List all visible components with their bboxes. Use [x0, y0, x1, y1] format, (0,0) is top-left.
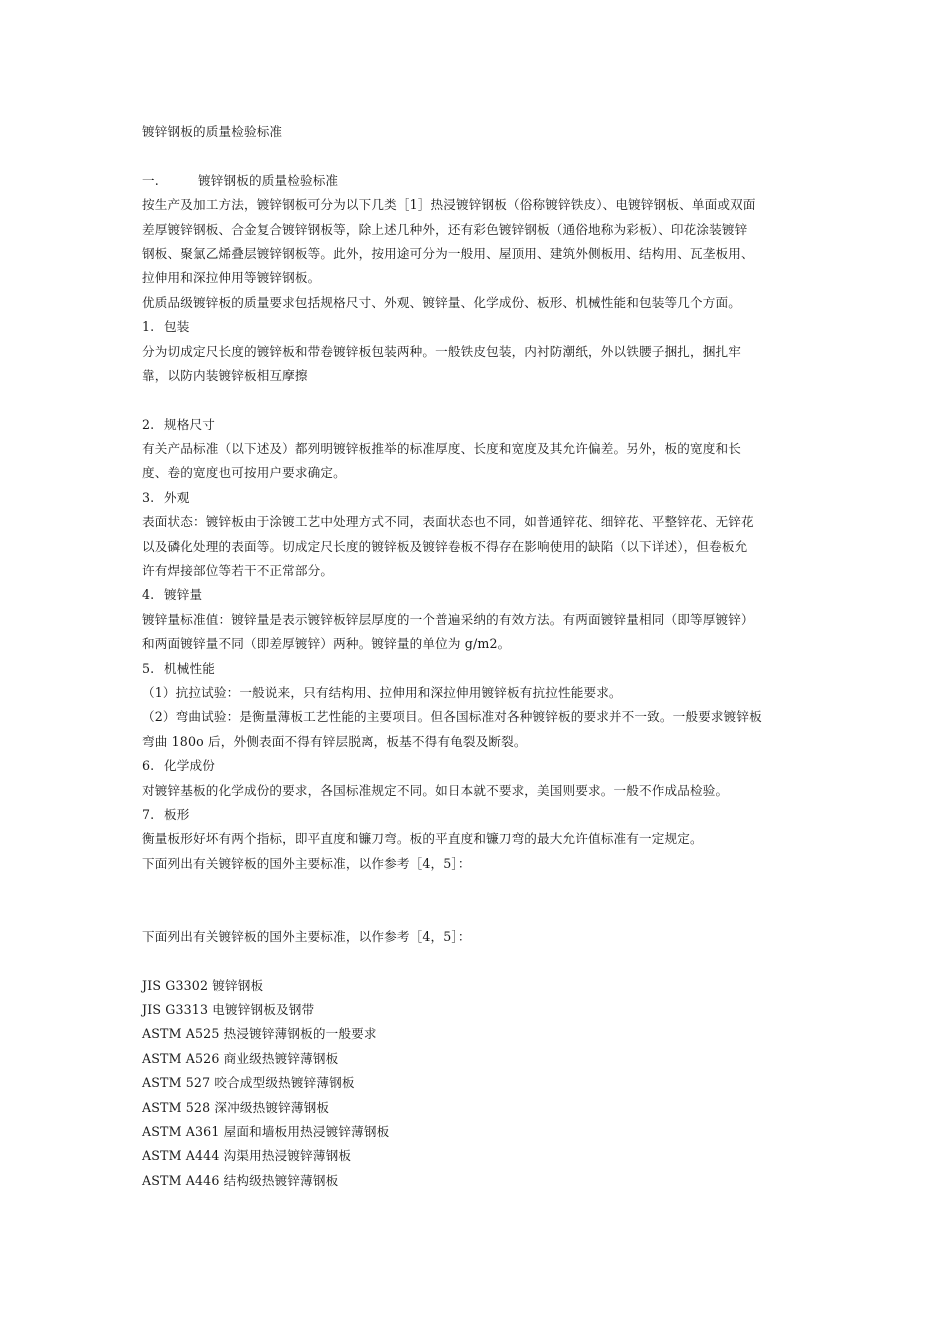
item-heading-text: 外观 [164, 489, 190, 505]
item-line: 分为切成定尺长度的镀锌板和带卷镀锌板包装两种。一般铁皮包装，内衬防潮纸，外以铁腰子捆扎，捆扎牢 [142, 343, 741, 359]
item-line: 镀锌量标准值：镀锌量是表示镀锌板锌层厚度的一个普遍采纳的有效方法。有两面镀锌量相同（即等厚镀锌） [142, 611, 754, 627]
item-line: 和两面镀锌量不同（即差厚镀锌）两种。镀锌量的单位为 g/m2。 [142, 636, 511, 652]
standard-item: ASTM A361 屋面和墙板用热浸镀锌薄钢板 [142, 1124, 390, 1140]
spacer [142, 876, 822, 900]
item-heading-text: 化学成份 [164, 758, 215, 774]
item-heading-dimensions [142, 413, 822, 437]
item-heading-mechanical [142, 657, 822, 681]
item-number: 6. [142, 758, 155, 774]
standard-item: ASTM A526 商业级热镀锌薄钢板 [142, 1050, 339, 1066]
item-heading-appearance [142, 486, 822, 510]
intro-line: 差厚镀锌钢板、合金复合镀锌钢板等，除上述几种外，还有彩色镀锌钢板（通俗地称为彩板）、印花涂装镀锌 [142, 221, 748, 237]
section-heading-text: 镀锌钢板的质量检验标准 [198, 172, 339, 188]
standard-item: JIS G3302 镀锌钢板 [142, 977, 264, 993]
item-number: 3. [142, 489, 155, 505]
intro-line: 优质品级镀锌板的质量要求包括规格尺寸、外观、镀锌量、化学成份、板形、机械性能和包装等几个方面。 [142, 294, 741, 310]
item-heading-packaging [142, 315, 822, 339]
section-heading [142, 169, 822, 193]
standard-item: ASTM 528 深冲级热镀锌薄钢板 [142, 1099, 330, 1115]
standard-item: ASTM A446 结构级热镀锌薄钢板 [142, 1172, 339, 1188]
section-number: 一. [142, 172, 159, 188]
standard-item: ASTM A444 沟渠用热浸镀锌薄钢板 [142, 1148, 352, 1164]
item-heading-text: 规格尺寸 [164, 416, 215, 432]
item-heading-shape [142, 803, 822, 827]
item-line: 靠，以防内装镀锌板相互摩擦 [142, 367, 308, 383]
item-line: 下面列出有关镀锌板的国外主要标准，以作参考［4，5］： [142, 855, 471, 871]
item-heading-zinc-coating [142, 583, 822, 607]
spacer [142, 901, 822, 925]
item-heading-text: 机械性能 [164, 660, 215, 676]
item-line: 衡量板形好坏有两个指标，即平直度和镰刀弯。板的平直度和镰刀弯的最大允许值标准有一定规定。 [142, 831, 703, 847]
item-number: 2. [142, 416, 155, 432]
item-line: 许有焊接部位等若干不正常部分。 [142, 563, 334, 579]
item-heading-chemical [142, 754, 822, 778]
standards-intro: 下面列出有关镀锌板的国外主要标准，以作参考［4，5］： [142, 928, 471, 944]
document-body [142, 120, 822, 1193]
item-line: 有关产品标准（以下述及）都列明镀锌板推举的标准厚度、长度和宽度及其允许偏差。另外，板的宽度和长 [142, 441, 741, 457]
spacer [142, 144, 822, 168]
standard-item: ASTM A525 热浸镀锌薄钢板的一般要求 [142, 1026, 377, 1042]
item-line: （2）弯曲试验：是衡量薄板工艺性能的主要项目。但各国标准对各种镀锌板的要求并不一致。一般要求镀锌板 [142, 709, 762, 725]
item-number: 1. [142, 319, 155, 335]
intro-line: 钢板、聚氯乙烯叠层镀锌钢板等。此外，按用途可分为一般用、屋顶用、建筑外侧板用、结构用、瓦垄板用、 [142, 245, 754, 261]
intro-line: 按生产及加工方法，镀锌钢板可分为以下几类［1］热浸镀锌钢板（俗称镀锌铁皮）、电镀锌钢板、单面或双面 [142, 197, 756, 213]
item-line: 以及磷化处理的表面等。切成定尺长度的镀锌板及镀锌卷板不得存在影响使用的缺陷（以下详述），但卷板允 [142, 538, 748, 554]
spacer [142, 388, 822, 412]
item-line: 对镀锌基板的化学成份的要求，各国标准规定不同。如日本就不要求，美国则要求。一般不作成品检验。 [142, 782, 729, 798]
item-number: 4. [142, 587, 155, 603]
standard-item: JIS G3313 电镀锌钢板及钢带 [142, 1002, 315, 1018]
item-heading-text: 镀锌量 [164, 587, 203, 603]
item-line: （1）抗拉试验：一般说来，只有结构用、拉伸用和深拉伸用镀锌板有抗拉性能要求。 [142, 684, 622, 700]
spacer [142, 949, 822, 973]
document-title: 镀锌钢板的质量检验标准 [142, 124, 283, 139]
standard-item: ASTM 527 咬合成型级热镀锌薄钢板 [142, 1075, 355, 1091]
item-heading-text: 包装 [164, 319, 190, 335]
intro-line: 拉伸用和深拉伸用等镀锌钢板。 [142, 270, 321, 286]
item-line: 度、卷的宽度也可按用户要求确定。 [142, 465, 346, 481]
item-number: 5. [142, 660, 155, 676]
item-number: 7. [142, 806, 155, 822]
item-line: 弯曲 180o 后，外侧表面不得有锌层脱离，板基不得有龟裂及断裂。 [142, 733, 527, 749]
item-line: 表面状态：镀锌板由于涂镀工艺中处理方式不同，表面状态也不同，如普通锌花、细锌花、平整锌花、无锌花 [142, 514, 754, 530]
item-heading-text: 板形 [164, 806, 190, 822]
